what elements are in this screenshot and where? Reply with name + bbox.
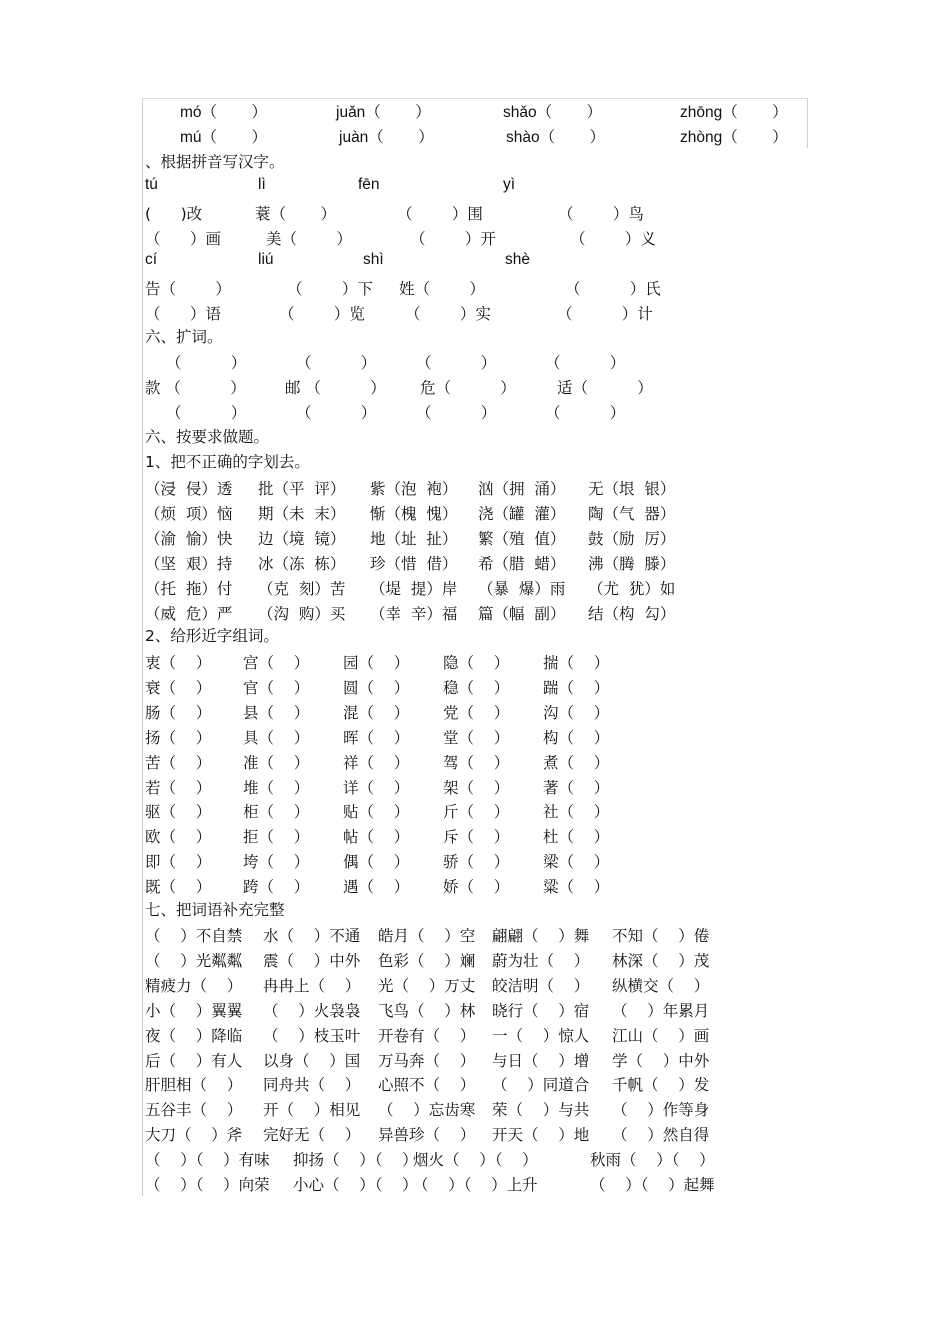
choice-item: 鼓（励 厉）	[588, 529, 676, 548]
compose-item: 著（ ）	[543, 778, 610, 797]
choice-item: （幸 辛）福	[370, 604, 458, 623]
idiom-item: 小心（ ）（ ）	[293, 1176, 418, 1194]
compose-item: 圆（ ）	[343, 678, 410, 697]
choice-item: 珍（惜 借）	[370, 554, 458, 573]
compose-item: 帖（ ）	[343, 828, 410, 847]
idiom-item: （ ）忘齿寒	[378, 1101, 476, 1120]
compose-item: 杜（ ）	[543, 828, 610, 847]
idiom-item: 肝胆相（ ）	[145, 1076, 243, 1095]
pinyin-label: tú	[145, 176, 158, 193]
choice-item: 结（构 勾）	[588, 604, 676, 623]
idiom-item: 震（ ）中外	[263, 951, 361, 970]
idiom-item: 异兽珍（ ）	[378, 1126, 476, 1145]
compose-item: 粱（ ）	[543, 878, 610, 897]
section-title: 、根据拼音写汉字。	[145, 153, 285, 171]
compose-item: 准（ ）	[243, 753, 310, 772]
choice-item: 希（腊 蜡）	[478, 554, 566, 573]
table-top-border	[142, 98, 808, 99]
idiom-item: 纵横交（ ）	[612, 976, 710, 995]
blank-item: （ ）	[545, 354, 626, 372]
compose-item: 骄（ ）	[443, 853, 510, 872]
question-title: 2、给形近字组词。	[145, 627, 279, 645]
section-title: 六、按要求做题。	[145, 428, 270, 446]
choice-item: （尤 犹）如	[588, 579, 676, 598]
blank-item: （ ）语	[145, 305, 222, 323]
blank-item: （ ）计	[557, 305, 653, 323]
expand-word: 邮 （ ）	[285, 379, 386, 397]
compose-item: 娇（ ）	[443, 878, 510, 897]
compose-item: 隐（ ）	[443, 654, 510, 672]
compose-item: 肠（ ）	[145, 703, 212, 722]
blank-item: ( )改	[145, 205, 203, 223]
idiom-item: （ ）（ ）有味	[145, 1151, 270, 1170]
table-cell: zhòng（ ）	[680, 129, 788, 146]
compose-item: 混（ ）	[343, 703, 410, 722]
compose-item: 斥（ ）	[443, 828, 510, 847]
compose-item: 煮（ ）	[543, 753, 610, 772]
compose-item: 柜（ ）	[243, 803, 310, 822]
idiom-item: （ ）同道合	[492, 1076, 590, 1095]
pinyin-label: shè	[505, 251, 530, 268]
idiom-item: 翩翩（ ）舞	[492, 927, 590, 945]
choice-item: （克 刻）苦	[258, 579, 346, 598]
compose-item: 苦（ ）	[145, 753, 212, 772]
compose-item: 晖（ ）	[343, 728, 410, 747]
choice-item: （威 危）严	[145, 604, 233, 623]
section-title: 七、把词语补充完整	[145, 901, 285, 919]
blank-item: （ ）	[296, 354, 377, 372]
choice-item: 陶（气 器）	[588, 504, 676, 523]
table-cell: mó（ ）	[180, 104, 267, 121]
idiom-item: 学（ ）中外	[612, 1051, 710, 1070]
idiom-item: 精疲力（ ）	[145, 976, 243, 995]
blank-item: 美（ ）	[266, 230, 352, 248]
blank-item: （ ）实	[405, 305, 491, 323]
idiom-item: 夜（ ）降临	[145, 1026, 243, 1045]
idiom-item: 开（ ）相见	[263, 1101, 361, 1120]
idiom-item: 不知（ ）倦	[612, 927, 710, 945]
choice-item: （沟 购）买	[258, 604, 346, 623]
table-cell: juàn（ ）	[339, 129, 434, 146]
compose-item: 驾（ ）	[443, 753, 510, 772]
pinyin-label: shì	[363, 251, 384, 268]
idiom-item: 水（ ）不通	[263, 927, 361, 945]
choice-item: （烦 项）恼	[145, 504, 233, 523]
idiom-item: 晓行（ ）宿	[492, 1001, 590, 1020]
choice-item: 边（境 镜）	[258, 529, 346, 548]
compose-item: 若（ ）	[145, 778, 212, 797]
table-cell: mú（ ）	[180, 129, 267, 146]
idiom-item: 后（ ）有人	[145, 1051, 243, 1070]
idiom-item: 与日（ ）增	[492, 1051, 590, 1070]
compose-item: 即（ ）	[145, 853, 212, 872]
choice-item: 期（未 末）	[258, 504, 346, 523]
compose-item: 衷（ ）	[145, 654, 212, 672]
idiom-item: 五谷丰（ ）	[145, 1101, 243, 1120]
compose-item: 衰（ ）	[145, 678, 212, 697]
choice-item: （浸 侵）透	[145, 480, 233, 498]
choice-item: （托 拖）付	[145, 579, 233, 598]
choice-item: （坚 艰）持	[145, 554, 233, 573]
idiom-item: 冉冉上（ ）	[263, 976, 361, 995]
table-right-border	[807, 98, 808, 148]
idiom-item: 烟火（ ）（ ）	[413, 1151, 538, 1170]
idiom-item: 以身（ ）国	[263, 1051, 361, 1070]
compose-item: 堂（ ）	[443, 728, 510, 747]
choice-item: 沸（腾 滕）	[588, 554, 676, 573]
expand-word: 适（ ）	[557, 379, 653, 397]
idiom-item: 千帆（ ）发	[612, 1076, 710, 1095]
blank-item: 蓑（ ）	[255, 205, 336, 223]
table-left-border	[142, 98, 143, 1196]
compose-item: 沟（ ）	[543, 703, 610, 722]
compose-item: 欧（ ）	[145, 828, 212, 847]
table-cell: shǎo（ ）	[503, 104, 603, 121]
idiom-item: 林深（ ）茂	[612, 951, 710, 970]
blank-item: （ ）	[166, 354, 247, 372]
choice-item: 无（垠 银）	[588, 480, 676, 498]
choice-item: （渝 愉）快	[145, 529, 233, 548]
compose-item: 架（ ）	[443, 778, 510, 797]
idiom-item: 一（ ）惊人	[492, 1026, 590, 1045]
blank-item: （ ）览	[279, 305, 365, 323]
compose-item: 具（ ）	[243, 728, 310, 747]
idiom-item: 开卷有（ ）	[378, 1026, 476, 1045]
idiom-item: （ ）（ ）起舞	[590, 1176, 715, 1194]
pinyin-label: lì	[258, 176, 266, 193]
compose-item: 拒（ ）	[243, 828, 310, 847]
expand-word: 危（ ）	[420, 379, 516, 397]
section-title: 六、扩词。	[145, 328, 223, 346]
idiom-item: （ ）光粼粼	[145, 951, 243, 970]
choice-item: （堤 提）岸	[370, 579, 458, 598]
compose-item: 稳（ ）	[443, 678, 510, 697]
idiom-item: 秋雨（ ）（ ）	[590, 1151, 715, 1170]
compose-item: 社（ ）	[543, 803, 610, 822]
compose-item: 官（ ）	[243, 678, 310, 697]
idiom-item: （ ）作等身	[612, 1101, 710, 1120]
choice-item: 地（址 扯）	[370, 529, 458, 548]
compose-item: 垮（ ）	[243, 853, 310, 872]
idiom-item: （ ）年累月	[612, 1001, 710, 1020]
compose-item: 既（ ）	[145, 878, 212, 897]
compose-item: 遇（ ）	[343, 878, 410, 897]
idiom-item: 荣（ ）与共	[492, 1101, 590, 1120]
idiom-item: （ ）（ ）上升	[413, 1176, 538, 1194]
blank-item: （ ）开	[410, 230, 496, 248]
compose-item: 详（ ）	[343, 778, 410, 797]
choice-item: 冰（冻 栋）	[258, 554, 346, 573]
compose-item: 梁（ ）	[543, 853, 610, 872]
idiom-item: 皓月（ ）空	[378, 927, 476, 945]
compose-item: 贴（ ）	[343, 803, 410, 822]
table-cell: shào（ ）	[506, 129, 606, 146]
compose-item: 党（ ）	[443, 703, 510, 722]
blank-item: （ ）	[166, 404, 247, 422]
idiom-item: 完好无（ ）	[263, 1126, 361, 1145]
compose-item: 斤（ ）	[443, 803, 510, 822]
idiom-item: 开天（ ）地	[492, 1126, 590, 1145]
blank-item: （ ）	[416, 354, 497, 372]
blank-item: （ ）	[545, 404, 626, 422]
idiom-item: 心照不（ ）	[378, 1076, 476, 1095]
blank-item: （ ）	[296, 404, 377, 422]
compose-item: 偶（ ）	[343, 853, 410, 872]
compose-item: 祥（ ）	[343, 753, 410, 772]
idiom-item: （ ）枝玉叶	[263, 1026, 361, 1045]
blank-item: （ ）下	[287, 280, 373, 298]
compose-item: 扬（ ）	[145, 728, 212, 747]
blank-item: 姓（ ）	[399, 280, 485, 298]
idiom-item: （ ）不自禁	[145, 927, 243, 945]
choice-item: 批（平 评）	[258, 480, 346, 498]
question-title: 1、把不正确的字划去。	[145, 453, 310, 471]
pinyin-label: liú	[258, 251, 274, 268]
compose-item: 踹（ ）	[543, 678, 610, 697]
idiom-item: 抑扬（ ）（ ）	[293, 1151, 418, 1170]
blank-item: 告（ ）	[145, 280, 231, 298]
idiom-item: 皎洁明（ ）	[492, 976, 590, 995]
table-cell: juǎn（ ）	[336, 104, 431, 121]
idiom-item: 大刀（ ）斧	[145, 1126, 243, 1145]
pinyin-label: yì	[503, 176, 516, 193]
compose-item: 园（ ）	[343, 654, 410, 672]
idiom-item: 光（ ）万丈	[378, 976, 476, 995]
pinyin-label: fēn	[358, 176, 380, 193]
compose-item: 跨（ ）	[243, 878, 310, 897]
compose-item: 揣（ ）	[543, 654, 610, 672]
pinyin-label: cí	[145, 251, 158, 268]
idiom-item: （ ）然自得	[612, 1126, 710, 1145]
idiom-item: 蔚为壮（ ）	[492, 951, 590, 970]
blank-item: （ ）	[416, 404, 497, 422]
choice-item: 惭（槐 愧）	[370, 504, 458, 523]
compose-item: 宫（ ）	[243, 654, 310, 672]
blank-item: （ ）画	[145, 230, 222, 248]
expand-word: 款 （ ）	[145, 379, 246, 397]
idiom-item: 飞鸟（ ）林	[378, 1001, 476, 1020]
compose-item: 驱（ ）	[145, 803, 212, 822]
choice-item: （暴 爆）雨	[478, 579, 566, 598]
blank-item: （ ）义	[570, 230, 656, 248]
blank-item: （ ）鸟	[558, 205, 644, 223]
choice-item: 紫（泡 袍）	[370, 480, 458, 498]
blank-item: （ ）氏	[565, 280, 661, 298]
choice-item: 繁（殖 值）	[478, 529, 566, 548]
compose-item: 堆（ ）	[243, 778, 310, 797]
choice-item: 篇（幅 副）	[478, 604, 566, 623]
idiom-item: 同舟共（ ）	[263, 1076, 361, 1095]
idiom-item: 色彩（ ）斓	[378, 951, 476, 970]
table-cell: zhōng（ ）	[680, 104, 788, 121]
idiom-item: 万马奔（ ）	[378, 1051, 476, 1070]
compose-item: 县（ ）	[243, 703, 310, 722]
idiom-item: （ ）火袅袅	[263, 1001, 361, 1020]
idiom-item: 小（ ）翼翼	[145, 1001, 243, 1020]
idiom-item: 江山（ ）画	[612, 1026, 710, 1045]
choice-item: 汹（拥 涌）	[478, 480, 566, 498]
idiom-item: （ ）（ ）向荣	[145, 1176, 270, 1194]
compose-item: 构（ ）	[543, 728, 610, 747]
choice-item: 浇（罐 灌）	[478, 504, 566, 523]
blank-item: （ ）围	[397, 205, 483, 223]
